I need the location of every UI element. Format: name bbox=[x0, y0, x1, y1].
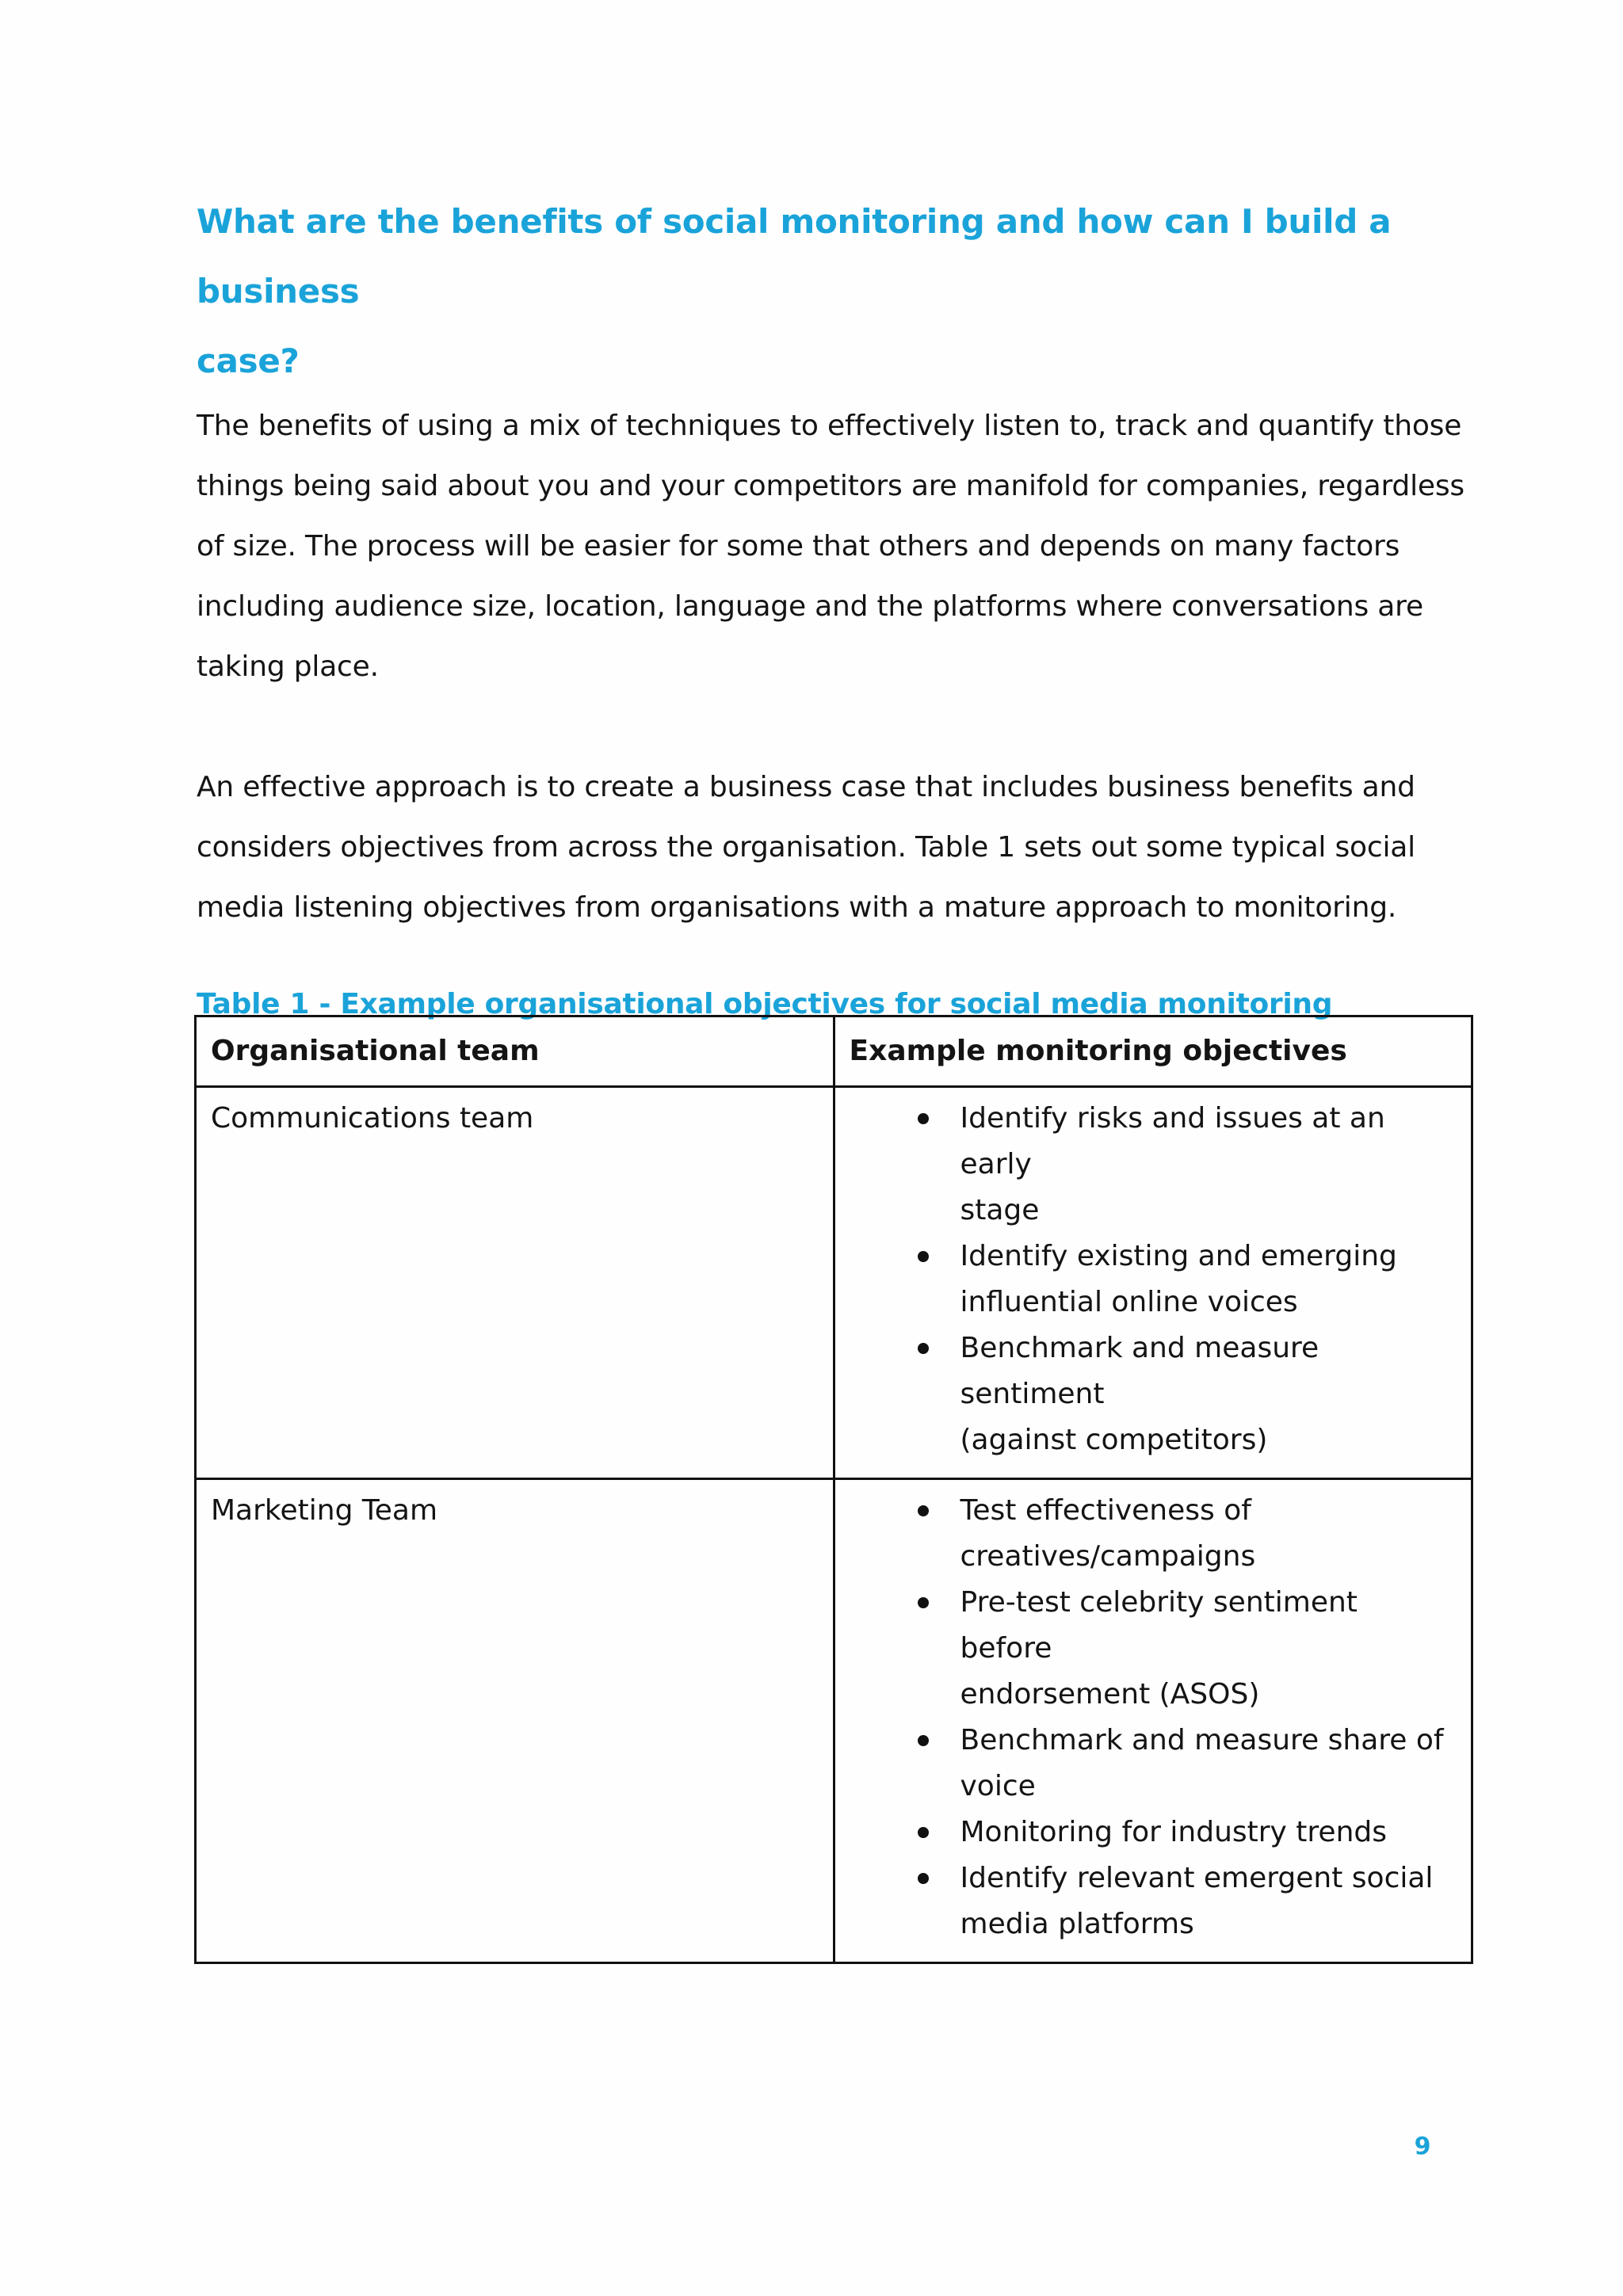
bullet-icon bbox=[918, 1827, 929, 1838]
table-row bbox=[196, 1087, 1472, 1479]
list-item bbox=[918, 1810, 1457, 1855]
list-item-text: creatives/campaigns bbox=[960, 1540, 1256, 1573]
paragraph-spacer bbox=[197, 697, 1480, 757]
bullet-icon bbox=[918, 1505, 929, 1516]
section-heading-line-1: What are the benefits of social monitoring and how can I build a business bbox=[197, 202, 1392, 311]
list-item-text: stage bbox=[960, 1194, 1040, 1226]
bullet-icon bbox=[918, 1343, 929, 1354]
list-item-text: endorsement (ASOS) bbox=[960, 1678, 1260, 1711]
paragraph-line: including audience size, location, language and the platforms where conversations are bbox=[197, 590, 1423, 623]
bullet-icon bbox=[918, 1113, 929, 1124]
list-item bbox=[918, 1718, 1457, 1810]
paragraph-line: media listening objectives from organisations with a mature approach to monitoring. bbox=[197, 891, 1397, 924]
page-content bbox=[197, 187, 1480, 1028]
list-item bbox=[918, 1234, 1457, 1325]
paragraph-line: considers objectives from across the organisation. Table 1 sets out some typical social bbox=[197, 831, 1415, 864]
section-heading bbox=[197, 187, 1480, 396]
table-row bbox=[196, 1479, 1472, 1963]
paragraph-line: The benefits of using a mix of techniques to effectively listen to, track and quantify those bbox=[197, 410, 1462, 442]
bullet-icon bbox=[918, 1251, 929, 1262]
list-item bbox=[918, 1855, 1457, 1947]
objectives-cell bbox=[834, 1087, 1472, 1479]
paragraph-line: An effective approach is to create a business case that includes business benefits and bbox=[197, 771, 1415, 803]
paragraph-benefits bbox=[197, 396, 1480, 697]
team-cell: Communications team bbox=[196, 1087, 834, 1479]
list-item-text: Identify relevant emergent social bbox=[960, 1862, 1434, 1894]
objectives-list bbox=[850, 1488, 1457, 1947]
list-item-text: Monitoring for industry trends bbox=[960, 1816, 1388, 1848]
list-item-text: media platforms bbox=[960, 1908, 1194, 1940]
list-item bbox=[918, 1488, 1457, 1580]
bullet-icon bbox=[918, 1735, 929, 1746]
list-item bbox=[918, 1325, 1457, 1463]
list-item bbox=[918, 1580, 1457, 1718]
header-organisational-team: Organisational team bbox=[196, 1016, 834, 1087]
table-caption: Table 1 - Example organisational objectives for social media monitoring bbox=[197, 988, 1333, 1020]
page-number: 9 bbox=[1414, 2133, 1431, 2161]
list-item-text: Benchmark and measure share of bbox=[960, 1724, 1444, 1756]
bullet-icon bbox=[918, 1873, 929, 1884]
team-cell: Marketing Team bbox=[196, 1479, 834, 1963]
list-item-text: (against competitors) bbox=[960, 1424, 1268, 1456]
paragraph-line: of size. The process will be easier for some that others and depends on many factors bbox=[197, 530, 1400, 563]
header-monitoring-objectives: Example monitoring objectives bbox=[834, 1016, 1472, 1087]
paragraph-line: things being said about you and your competitors are manifold for companies, regardless bbox=[197, 470, 1465, 502]
list-item-text: Benchmark and measure sentiment bbox=[960, 1332, 1319, 1410]
paragraph-line: taking place. bbox=[197, 650, 379, 683]
bullet-icon bbox=[918, 1597, 929, 1608]
list-item-text: Test effectiveness of bbox=[960, 1494, 1251, 1527]
list-item-text: influential online voices bbox=[960, 1286, 1298, 1318]
list-item-text: Pre-test celebrity sentiment before bbox=[960, 1586, 1358, 1665]
section-heading-line-2: case? bbox=[197, 341, 300, 380]
list-item-text: voice bbox=[960, 1770, 1036, 1802]
objectives-list bbox=[850, 1096, 1457, 1463]
list-item-text: Identify existing and emerging bbox=[960, 1240, 1397, 1272]
list-item bbox=[918, 1096, 1457, 1234]
table-header-row bbox=[196, 1016, 1472, 1087]
paragraph-approach bbox=[197, 757, 1480, 938]
objectives-cell bbox=[834, 1479, 1472, 1963]
list-item-text: Identify risks and issues at an early bbox=[960, 1102, 1385, 1180]
objectives-table bbox=[194, 1015, 1473, 1964]
